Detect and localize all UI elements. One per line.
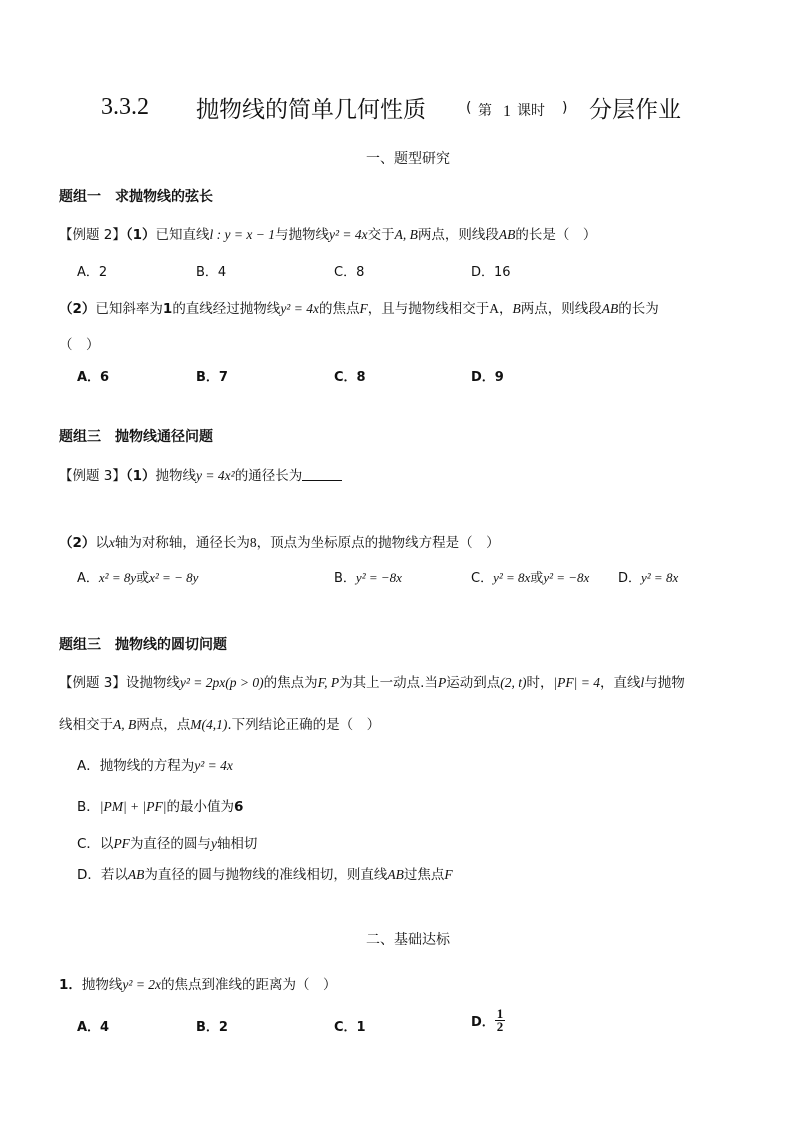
- question-text: ，顶点为坐标原点的抛物线方程是（ ）: [256, 535, 500, 551]
- question-continuation: （ ）: [59, 337, 100, 353]
- lesson-number: 1: [503, 103, 511, 120]
- question-g3-line1: [59, 671, 685, 691]
- answer-blank[interactable]: [302, 468, 342, 481]
- section-heading-2: 二、基础达标: [366, 932, 450, 948]
- option-label: B．: [334, 571, 356, 586]
- lesson-paren-close: ): [562, 100, 568, 116]
- math-expression: l: [640, 675, 645, 690]
- question-text: 的焦点到准线的距离为（ ）: [161, 977, 337, 993]
- question-text: 交于: [367, 227, 395, 243]
- question-number: （2）: [59, 535, 96, 551]
- math-expression: A, B: [113, 717, 137, 732]
- math-expression: A: [489, 301, 499, 316]
- question-text: 的长是（ ）: [515, 227, 597, 243]
- question-text: 运动到点: [446, 675, 501, 691]
- question-number: 1．: [59, 977, 82, 993]
- group-title-3: 题组三 抛物线的圆切问题: [59, 637, 227, 653]
- example-label: 【例题 3】: [59, 468, 126, 484]
- question-number: （1）: [125, 227, 156, 243]
- math-expression: y² = −8x: [355, 570, 402, 585]
- option-d: [618, 567, 678, 586]
- math-expression: y² = 4x: [194, 758, 233, 773]
- option-c: [77, 832, 257, 852]
- option-c: C．8: [334, 265, 365, 280]
- question-g1-q1: [59, 223, 596, 243]
- math-expression: F: [444, 867, 453, 882]
- math-expression: y² = 4x: [280, 301, 319, 316]
- question-text: 时，: [526, 675, 554, 691]
- math-value: 8: [249, 535, 257, 550]
- question-text: 已知直线: [155, 227, 210, 243]
- question-text: ，: [498, 301, 513, 317]
- math-expression: AB: [387, 867, 404, 882]
- math-expression: x² = − 8y: [149, 570, 199, 585]
- option-a: A．4: [77, 1020, 110, 1035]
- math-expression: |PF| = 4: [553, 675, 600, 690]
- question-g2-q1: [59, 464, 342, 484]
- question-text: 的长为: [618, 301, 659, 317]
- question-text: 以: [95, 535, 109, 551]
- question-text: ，直线: [599, 675, 641, 691]
- math-expression: A, B: [394, 227, 418, 242]
- math-value: 1: [162, 301, 173, 317]
- option-d: [471, 1008, 505, 1033]
- option-b: B．2: [196, 1020, 228, 1035]
- question-text: .下列结论正确的是（ ）: [227, 717, 381, 733]
- math-expression: y² = 8x: [493, 570, 531, 585]
- fraction: [495, 1008, 506, 1033]
- option-label: C．: [471, 571, 494, 586]
- math-expression: x: [108, 535, 115, 550]
- example-label: 【例题 2】: [59, 227, 126, 243]
- page-title: 抛物线的简单几何性质: [196, 97, 426, 123]
- question-text: 的通径长为: [234, 468, 303, 484]
- option-b: [77, 795, 243, 815]
- lesson-paren-open: (: [466, 100, 472, 116]
- question-text: 的焦点: [318, 301, 360, 317]
- option-b: B．4: [196, 265, 227, 280]
- option-text: 为直径的圆与: [129, 836, 211, 852]
- math-expression: |PM| + |PF|: [99, 799, 167, 814]
- option-a: [77, 754, 233, 774]
- math-expression: y = 4x²: [196, 468, 235, 483]
- option-label: B．: [77, 799, 100, 815]
- option-a: A．6: [77, 370, 110, 385]
- option-d: [77, 863, 453, 883]
- question-number: （2）: [59, 301, 96, 317]
- option-label: A．: [77, 571, 99, 586]
- question-text: 与抛物: [644, 675, 685, 691]
- section-heading-1: 一、题型研究: [366, 151, 450, 167]
- math-expression: M(4,1): [190, 717, 228, 732]
- section-number: 3.3.2: [101, 94, 149, 120]
- option-c: C．1: [334, 1020, 366, 1035]
- option-text: 为直径的圆与抛物线的准线相切，则直线: [144, 867, 388, 883]
- math-expression: y² = 4x: [329, 227, 368, 242]
- question-text: 两点，则线段: [417, 227, 499, 243]
- math-expression: y² = 8x: [641, 570, 679, 585]
- math-expression: y² = 2x: [122, 977, 162, 992]
- option-label: D．: [618, 571, 642, 586]
- math-expression: y² = −8x: [543, 570, 590, 585]
- page-subtitle: 分层作业: [589, 97, 681, 123]
- basic-question-1: [59, 973, 337, 993]
- question-text: 的直线经过抛物线: [172, 301, 281, 317]
- example-label: 【例题 3】: [59, 675, 126, 691]
- question-number: （1）: [125, 468, 156, 484]
- fraction-denominator: 2: [496, 1019, 504, 1034]
- question-text: 为其上一动点.当: [339, 675, 438, 691]
- option-text: 或: [530, 571, 544, 586]
- option-a: [77, 567, 198, 586]
- question-text: ，且与抛物线相交于: [367, 301, 490, 317]
- math-expression: AB: [601, 301, 619, 316]
- option-d: D．9: [471, 370, 504, 385]
- option-c: [471, 567, 589, 586]
- question-text: 抛物线: [155, 468, 197, 484]
- option-text: 过焦点: [403, 867, 445, 883]
- option-text: D．若以: [77, 867, 128, 883]
- option-text: A．抛物线的方程为: [77, 758, 195, 774]
- question-text: 轴为对称轴，通径长为: [114, 535, 250, 551]
- question-text: 两点，则线段: [520, 301, 602, 317]
- option-text: 轴相切: [216, 836, 258, 852]
- option-text: 的最小值为: [166, 799, 234, 815]
- option-text: C．以: [77, 836, 114, 852]
- question-text: 与抛物线: [275, 227, 329, 243]
- lesson-prefix: 第: [478, 103, 492, 119]
- math-expression: AB: [127, 867, 145, 882]
- option-d: D．16: [471, 265, 511, 280]
- math-expression: y: [210, 836, 217, 851]
- option-c: C．8: [334, 370, 366, 385]
- option-a: A．2: [77, 265, 108, 280]
- question-text: 线相交于: [59, 717, 113, 733]
- math-expression: B: [512, 301, 521, 316]
- option-text: 或: [136, 571, 150, 586]
- math-expression: F: [359, 301, 368, 316]
- math-expression: x² = 8y: [98, 570, 137, 585]
- question-text: 抛物线: [81, 977, 123, 993]
- question-g2-q2: [59, 531, 500, 551]
- question-text: 两点，点: [136, 717, 191, 733]
- math-expression: PF: [113, 836, 130, 851]
- math-expression: y² = 2px(p > 0): [179, 675, 264, 690]
- group-title-1: 题组一 求抛物线的弦长: [59, 189, 213, 205]
- fraction-numerator: 1: [496, 1006, 504, 1021]
- math-value: 6: [233, 799, 244, 815]
- lesson-suffix: 课时: [517, 103, 545, 119]
- question-text: 已知斜率为: [95, 301, 163, 317]
- math-expression: (2, t): [500, 675, 527, 690]
- math-expression: l : y = x − 1: [209, 227, 275, 242]
- math-expression: F, P: [317, 675, 340, 690]
- question-text: 的焦点为: [263, 675, 318, 691]
- option-label: D．: [471, 1015, 495, 1030]
- question-g3-line2: [59, 713, 380, 733]
- group-title-2: 题组三 抛物线通径问题: [59, 429, 213, 445]
- math-expression: AB: [498, 227, 516, 242]
- math-expression: P: [437, 675, 447, 690]
- option-b: [334, 567, 402, 586]
- question-text: 设抛物线: [125, 675, 180, 691]
- question-g1-q2: [59, 297, 659, 317]
- option-b: B．7: [196, 370, 228, 385]
